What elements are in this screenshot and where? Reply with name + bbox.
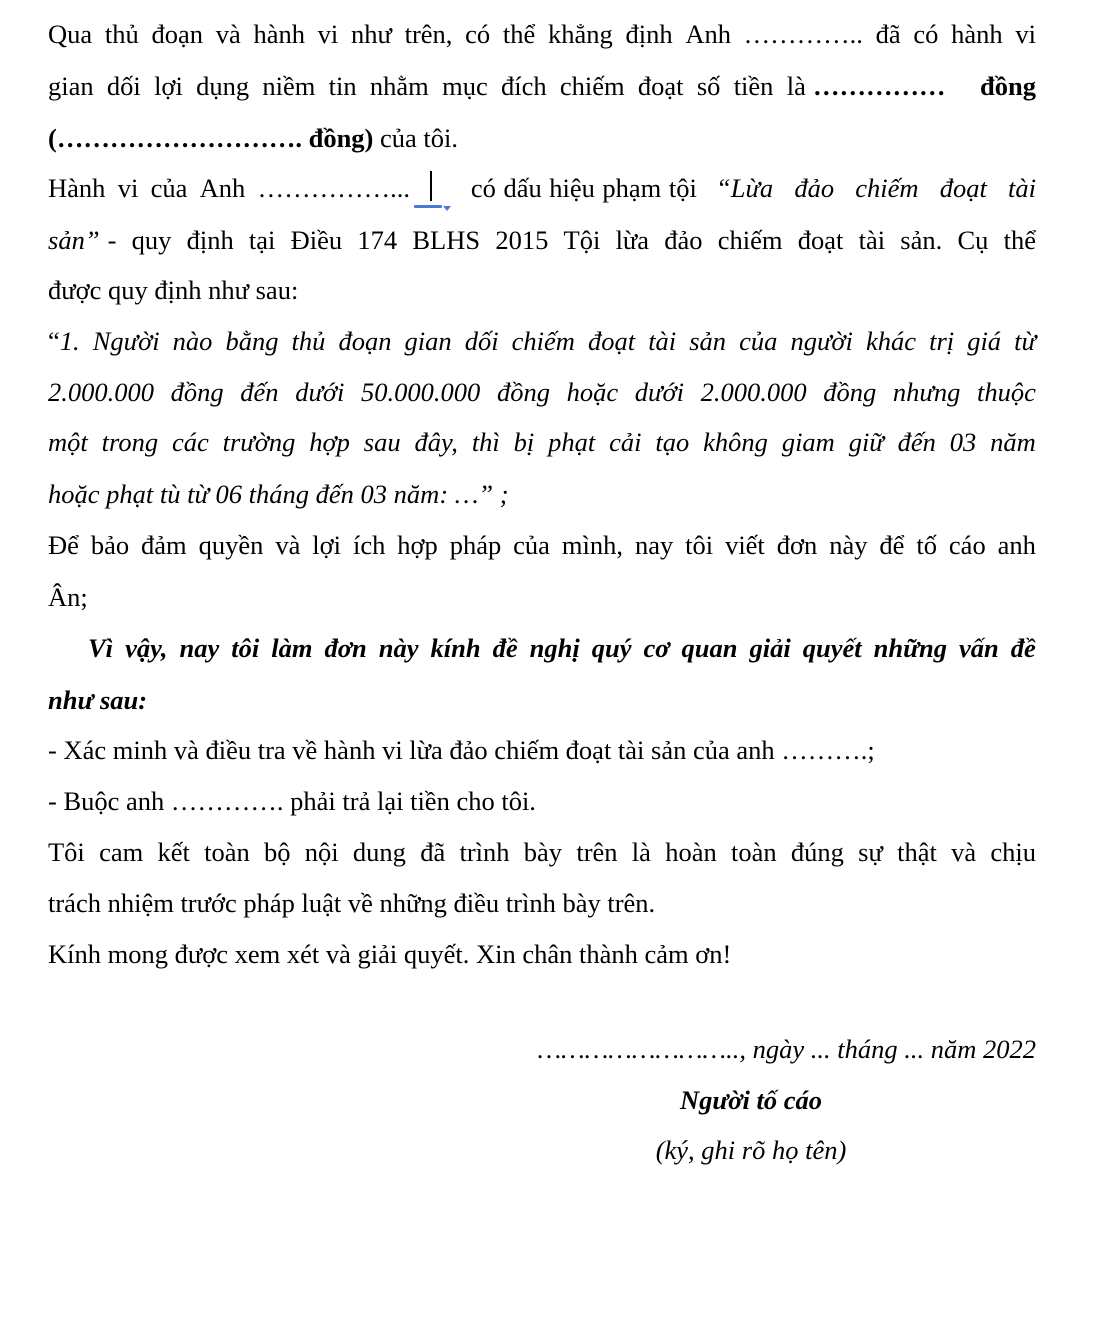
word: viết [725, 530, 765, 560]
word: giam [781, 427, 835, 457]
word: nay [634, 530, 674, 560]
word: vi [117, 173, 139, 203]
word: vi [1015, 19, 1036, 49]
para1-line2-text [48, 69, 806, 103]
word: đây, [414, 427, 458, 457]
word: nào [172, 326, 213, 356]
word: là [631, 837, 651, 867]
word: dưới [634, 377, 684, 407]
word: ……………... [257, 173, 410, 203]
word: hành [951, 19, 1003, 49]
word: Điều [290, 225, 343, 255]
word: tố [916, 530, 937, 560]
word: phạt [548, 427, 596, 457]
word: tài [1007, 173, 1036, 203]
word: pháp [449, 530, 502, 560]
word: người [790, 326, 853, 356]
word: hoàn [665, 837, 717, 867]
word: của [739, 326, 778, 356]
word: đúng [790, 837, 844, 867]
word: khác [865, 326, 917, 356]
word: gian [48, 71, 94, 101]
word: nhưng [892, 377, 961, 407]
word: đề [492, 633, 518, 663]
word: có [470, 173, 496, 203]
word: để [879, 530, 905, 560]
text-cursor [430, 171, 432, 201]
word: là [786, 71, 806, 101]
word: quy [131, 225, 172, 255]
word: đến [897, 427, 936, 457]
word: hành [253, 19, 305, 49]
word: các [171, 427, 209, 457]
word: có [913, 19, 939, 49]
para1-line1 [48, 17, 1036, 51]
para1-line3 [48, 121, 1036, 155]
word: đồng [823, 377, 877, 407]
word: này [829, 530, 868, 560]
word: dưới [295, 377, 345, 407]
word: trường [222, 427, 296, 457]
word: thuộc [976, 377, 1036, 407]
word: đơn [776, 530, 818, 560]
word: dối [464, 326, 499, 356]
para2-line2 [48, 223, 1036, 257]
word: Tội [563, 225, 601, 255]
word: Anh [685, 19, 731, 49]
signature-role: Người tố cáo [680, 1085, 822, 1115]
word: tiền [733, 71, 774, 101]
word: khẳng [547, 19, 613, 49]
word: nhằm [369, 71, 429, 101]
word: chiếm [511, 326, 575, 356]
word: giá [967, 326, 1002, 356]
word: làm [271, 633, 313, 663]
word: đoạt [637, 71, 684, 101]
para2-line1-b [471, 171, 697, 205]
para2-line1 [48, 171, 1036, 205]
word: thể [1003, 225, 1036, 255]
word: Vì [88, 633, 114, 663]
para4-line2: trách nhiệm trước pháp luật về những điều trình bày trên. [48, 888, 656, 918]
word: bộ [264, 837, 291, 867]
word: trên [576, 837, 618, 867]
word: thủ [104, 19, 139, 49]
word: cơ [643, 633, 670, 663]
word: như [351, 19, 392, 49]
word: của [513, 530, 550, 560]
quote-line4 [48, 477, 1036, 511]
word: mục [442, 71, 488, 101]
quote-line1 [48, 324, 1036, 358]
word: nghị [529, 633, 580, 663]
word: BLHS [412, 225, 481, 255]
word: 174 [357, 225, 398, 255]
word: đã [875, 19, 901, 49]
word: nay [179, 633, 220, 663]
word: “Lừa [716, 173, 774, 203]
word: hợp [309, 427, 350, 457]
word: mình, [561, 530, 623, 560]
para2-line1-c [716, 171, 1036, 205]
word: toàn [204, 837, 250, 867]
word: tin [328, 71, 357, 101]
para3-line2: Ân; [48, 582, 88, 612]
word: đoạt [939, 173, 987, 203]
word: quan [681, 633, 738, 663]
word: 1. [59, 326, 80, 356]
word: sản. [900, 225, 943, 255]
word: này [378, 633, 419, 663]
word: giữ [848, 427, 884, 457]
word: tài [858, 225, 886, 255]
word: đồng [170, 377, 224, 407]
word: dối [106, 71, 141, 101]
word: đồng [980, 71, 1036, 101]
word: một [48, 427, 88, 457]
word: những [873, 633, 948, 663]
word: trị [929, 326, 955, 356]
para2-line1-a [48, 171, 410, 205]
word: Hành [48, 173, 106, 203]
word: niềm [262, 71, 316, 101]
word: phạm [602, 173, 662, 203]
word: ………….. [743, 19, 863, 49]
word: tội [668, 173, 697, 203]
word: đến [240, 377, 279, 407]
word: dung [352, 837, 406, 867]
word: đoạt [588, 326, 636, 356]
word: nội [304, 837, 339, 867]
word: trong [101, 427, 159, 457]
word: không [703, 427, 768, 457]
word: đích [500, 71, 547, 101]
word: chiếm [855, 173, 919, 203]
word: Qua [48, 19, 93, 49]
request-item-1: - Xác minh và điều tra về hành vi lừa đảo chiếm đoạt tài sản của anh ……….; [48, 735, 875, 765]
word: thủ [291, 326, 326, 356]
signature-note: (ký, ghi rõ họ tên) [655, 1135, 847, 1165]
word: Cụ [957, 225, 989, 255]
closing-line: Kính mong được xem xét và giải quyết. Xin chân thành cảm ơn! [48, 939, 732, 969]
quote-open-mark: “ [48, 326, 60, 356]
word: lừa [615, 225, 650, 255]
word: vậy, [125, 633, 168, 663]
word: của [150, 173, 188, 203]
word: thể [502, 19, 536, 49]
word: hoặc [566, 377, 619, 407]
word: Tôi [48, 837, 85, 867]
word: chiếm [717, 225, 783, 255]
word: tài [648, 326, 677, 356]
word: năm [990, 427, 1036, 457]
word: cam [99, 837, 144, 867]
word: lợi [312, 530, 342, 560]
word: thật [897, 837, 937, 867]
word: tạo [655, 427, 690, 457]
para2-line3: được quy định như sau: [48, 275, 299, 305]
request-item-2: - Buộc anh …………. phải trả lại tiền cho tôi. [48, 786, 536, 816]
word: sau [363, 427, 401, 457]
word: đảo [664, 225, 703, 255]
word: bày [523, 837, 563, 867]
quote-line4-end: ; [493, 479, 509, 509]
word: từ [1014, 326, 1036, 356]
word: tại [248, 225, 276, 255]
word: tôi [231, 633, 260, 663]
request-line2: như sau: [48, 685, 148, 715]
para1-line2-amount [813, 69, 1036, 103]
word: định [625, 19, 673, 49]
word: thì [471, 427, 500, 457]
word: đoạn [151, 19, 203, 49]
quote-line3 [48, 425, 1036, 459]
word: vi [317, 19, 339, 49]
word: lợi [154, 71, 183, 101]
word: tôi [685, 530, 714, 560]
word: đồng [496, 377, 550, 407]
word: 2.000.000 [48, 377, 154, 407]
request-line1 [88, 631, 1036, 665]
word: chiếm [559, 71, 625, 101]
word: Để [48, 530, 79, 560]
word: định [186, 225, 234, 255]
word: số [696, 71, 721, 101]
para1-line3-end: của tôi. [373, 123, 459, 153]
word: có [465, 19, 491, 49]
word: toàn [730, 837, 777, 867]
quote-line1-text [60, 324, 1036, 358]
word: đoạt [797, 225, 844, 255]
word: dấu [503, 173, 542, 203]
word: ích [352, 530, 386, 560]
word: đề [1010, 633, 1036, 663]
para2-line2-italic: sản” [48, 225, 100, 255]
word: hợp [397, 530, 438, 560]
word: Anh [199, 173, 246, 203]
word: bị [513, 427, 535, 457]
para4-line1 [48, 835, 1036, 869]
word: dụng [196, 71, 250, 101]
word: trình [459, 837, 510, 867]
para3-line1 [48, 528, 1036, 562]
word: đoạn [338, 326, 392, 356]
word: quý [591, 633, 632, 663]
word: 50.000.000 [361, 377, 481, 407]
para1-line2 [48, 69, 1036, 103]
word: sản [689, 326, 727, 356]
word: và [275, 530, 301, 560]
signature-date: …………………….., ngày ... tháng ... năm 2022 [537, 1034, 1036, 1064]
word: đảm [141, 530, 187, 560]
quote-line2 [48, 375, 1036, 409]
word: 2.000.000 [700, 377, 807, 407]
word: đã [420, 837, 446, 867]
word: sự [858, 837, 883, 867]
word: và [215, 19, 241, 49]
word: kết [157, 837, 190, 867]
word: 03 [949, 427, 977, 457]
word: Người [92, 326, 160, 356]
word: bảo [90, 530, 130, 560]
word: quyền [198, 530, 264, 560]
word: trên, [404, 19, 453, 49]
word: anh [997, 530, 1036, 560]
word: đảo [794, 173, 835, 203]
word: giải [749, 633, 791, 663]
word: quyết [802, 633, 862, 663]
para2-line2-text [108, 223, 1036, 257]
word: cáo [948, 530, 986, 560]
word: gian [404, 326, 452, 356]
word: hiệu [549, 173, 595, 203]
word: và [951, 837, 977, 867]
quote-line4-text: hoặc phạt tù từ 06 tháng đến 03 năm: …” [48, 479, 494, 509]
amount-in-words: (………………………. đồng) [48, 123, 374, 153]
word: 2015 [495, 225, 549, 255]
word: đơn [324, 633, 367, 663]
word: bằng [225, 326, 279, 356]
word: cải [609, 427, 642, 457]
word: vấn [959, 633, 999, 663]
word: chịu [990, 837, 1036, 867]
word: - [107, 225, 117, 255]
word: kính [430, 633, 481, 663]
word: …………… [813, 71, 946, 101]
